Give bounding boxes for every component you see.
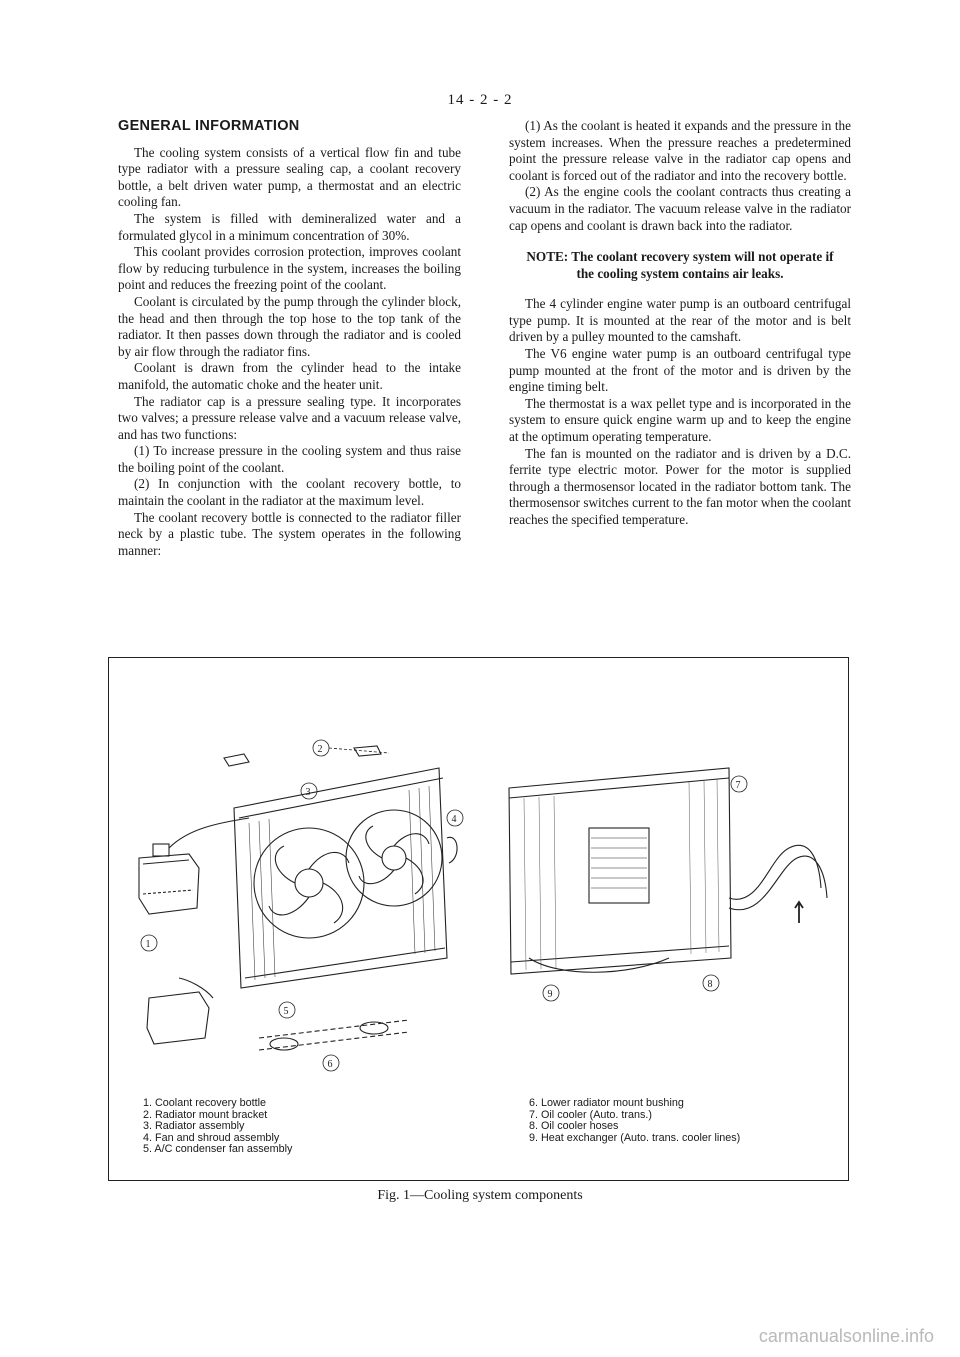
legend-item: 8. Oil cooler hoses xyxy=(529,1120,619,1133)
callout-8: 8 xyxy=(707,979,713,990)
radiator-oil-cooler-illustration xyxy=(509,768,827,974)
legend-item: 1. Coolant recovery bottle xyxy=(143,1097,267,1109)
paragraph: (2) In conjunction with the coolant recovery bottle, to maintain the coolant in the radiator at the maximum level. xyxy=(118,476,461,509)
bracket-part xyxy=(354,746,381,756)
callout-2: 2 xyxy=(317,744,323,755)
legend-item: 5. A/C condenser fan assembly xyxy=(143,1143,293,1156)
page-number: 14 - 2 - 2 xyxy=(447,92,513,108)
cooling-system-diagram xyxy=(109,658,847,1088)
callout-5: 5 xyxy=(283,1006,289,1017)
section-heading: GENERAL INFORMATION xyxy=(118,118,300,134)
lower-mount-bushing-illustration xyxy=(259,1020,409,1050)
legend-item: 6. Lower radiator mount bushing xyxy=(529,1097,684,1109)
legend-item: 2. Radiator mount bracket xyxy=(143,1108,268,1121)
paragraph: This coolant provides corrosion protection, improves coolant flow by reducing turbulence in the system, increases the boiling point and reduces the freezing point of the coolant. xyxy=(118,244,461,293)
figure-frame xyxy=(108,657,849,1181)
lower-bottle-illustration xyxy=(147,992,209,1044)
paragraph: The thermostat is a wax pellet type and is incorporated in the system to ensure quick engine warm up and to keep the engine at the optimum operating temperature. xyxy=(509,395,851,444)
radiator-fan-illustration xyxy=(234,768,457,988)
coolant-recovery-bottle-illustration xyxy=(139,818,249,914)
paragraph: The radiator cap is a pressure sealing type. It incorporates two valves; a pressure release valve and a vacuum release valve, and has two functions: xyxy=(118,393,461,442)
watermark: carmanualsonline.info xyxy=(758,1326,934,1346)
paragraph: The 4 cylinder engine water pump is an outboard centrifugal type pump. It is mounted at the rear of the motor and is belt driven by a pulley mounted to the camshaft. xyxy=(509,296,851,345)
legend-left xyxy=(143,1098,292,1156)
callout-4: 4 xyxy=(451,814,457,825)
paragraph: The fan is mounted on the radiator and is driven by a D.C. ferrite type electric motor. Power for the motor is supplied through a thermosensor located in the radiator bottom tank. The thermosensor switches current to the fan motor when the coolant reaches the specified temperature. xyxy=(509,445,851,527)
paragraph: The V6 engine water pump is an outboard centrifugal type pump mounted at the front of the motor and is driven by the engine timing belt. xyxy=(509,345,851,395)
paragraph: The coolant recovery bottle is connected to the radiator filler neck by a plastic tube. The system operates in the following manner: xyxy=(118,509,461,558)
callout-1: 1 xyxy=(145,939,151,950)
legend-item: 3. Radiator assembly xyxy=(143,1120,245,1133)
callout-labels xyxy=(141,740,747,1071)
right-column xyxy=(509,118,851,528)
figure-caption: Fig. 1—Cooling system components xyxy=(377,1188,583,1203)
paragraph: Coolant is drawn from the cylinder head to the intake manifold, the automatic choke and the heater unit. xyxy=(118,360,461,392)
left-column xyxy=(118,118,461,559)
paragraph: (1) As the coolant is heated it expands and the pressure in the system increases. When the pressure reaches a predetermined point the pressure release valve in the radiator cap opens and coolant is forced out of the radiator and into the recovery bottle. xyxy=(509,118,851,183)
callout-3: 3 xyxy=(305,787,311,798)
legend-right xyxy=(529,1098,740,1144)
legend-item: 9. Heat exchanger (Auto. trans. cooler lines) xyxy=(529,1131,741,1144)
callout-9: 9 xyxy=(547,989,553,1000)
paragraph: Coolant is circulated by the pump through the cylinder block, the head and then through the top hose to the top tank of the radiator. It then passes down through the radiator and is cooled by air flow through the radiator fins. xyxy=(118,293,461,359)
callout-7: 7 xyxy=(735,780,741,791)
paragraph: The system is filled with demineralized water and a formulated glycol in a minimum concentration of 30%. xyxy=(118,210,461,243)
paragraph: (2) As the engine cools the coolant contracts thus creating a vacuum in the radiator. The vacuum release valve in the radiator cap opens and coolant is drawn back into the radiator. xyxy=(509,184,851,233)
callout-6: 6 xyxy=(327,1059,333,1070)
bracket-part xyxy=(224,754,249,766)
note: NOTE: The coolant recovery system will not operate if the cooling system contains air leaks. xyxy=(526,249,834,282)
paragraph: (1) To increase pressure in the cooling system and thus raise the boiling point of the coolant. xyxy=(118,443,461,475)
paragraph: The cooling system consists of a vertical flow fin and tube type radiator with a pressure sealing cap, a coolant recovery bottle, a belt driven water pump, a thermostat and an electric cooling fan. xyxy=(118,144,461,210)
legend-item: 4. Fan and shroud assembly xyxy=(143,1131,280,1144)
legend-item: 7. Oil cooler (Auto. trans.) xyxy=(529,1108,653,1121)
